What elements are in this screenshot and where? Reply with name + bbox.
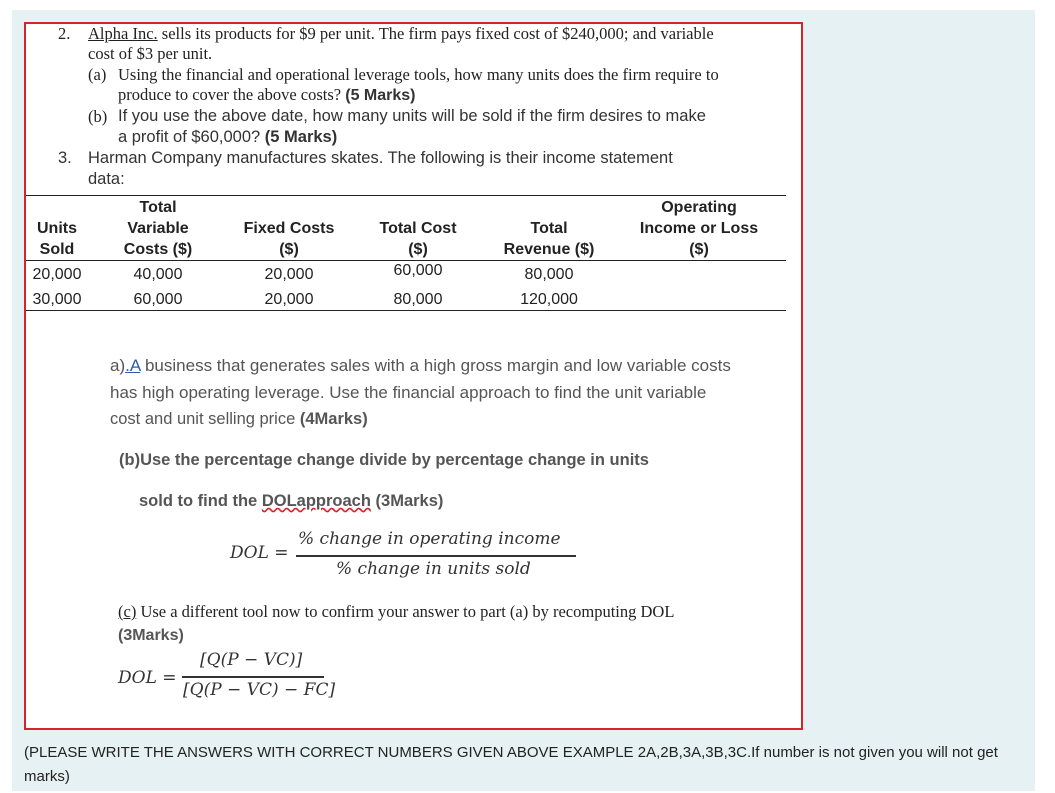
part-a-text: cost and unit selling price: [110, 410, 300, 428]
q2-part-b-text: a profit of $60,000?: [118, 128, 265, 146]
company-name: Alpha Inc.: [88, 24, 158, 43]
header-line: Operating: [661, 199, 737, 216]
q2-part-a-line2: [118, 85, 416, 105]
q2-part-b-label: (b): [88, 107, 108, 126]
cell-total-revenue: 80,000: [524, 266, 574, 283]
header-line: Fixed Costs: [243, 220, 335, 237]
header-fixed-costs: [224, 218, 354, 260]
q2-part-a-line1: Using the financial and operational leverage tools, how many units does the firm require to: [118, 65, 719, 84]
cell-total-variable-costs: 40,000: [133, 266, 183, 283]
header-total-cost: [358, 218, 478, 260]
q2-part-b-line2: [118, 128, 337, 147]
q3-number: 3.: [58, 149, 72, 167]
q2-intro-text: sells its products for $9 per unit. The firm pays fixed cost of $240,000; and variable: [157, 24, 714, 43]
cell-total-variable-costs: 60,000: [133, 291, 183, 308]
cell-total-cost: 80,000: [393, 291, 443, 308]
header-line: Costs ($): [123, 241, 193, 258]
q2-part-a-marks: (5 Marks): [345, 87, 416, 104]
part-b-line2: [139, 492, 443, 511]
cell-units-sold: 30,000: [32, 291, 82, 308]
q3-line1: Harman Company manufactures skates. The following is their income statement: [88, 149, 673, 167]
formula1-fraction-bar: [296, 555, 576, 557]
q2-part-a-text: produce to cover the above costs?: [118, 85, 346, 104]
part-b-marks: (3Marks): [370, 492, 444, 510]
header-units-sold: [26, 218, 88, 260]
header-line: Income or Loss: [639, 220, 759, 237]
header-line: Variable: [127, 220, 189, 237]
q3-line2: data:: [88, 170, 125, 188]
question-document: [24, 22, 803, 730]
header-line: Units: [37, 220, 77, 237]
formula1-denominator: % change in units sold: [336, 559, 531, 579]
cell-fixed-costs: 20,000: [264, 266, 314, 283]
cell-total-revenue: 120,000: [520, 291, 578, 308]
part-b-text: sold to find the: [139, 492, 262, 510]
header-line: Sold: [39, 241, 75, 258]
header-total-revenue: [484, 218, 614, 260]
part-a-prefix: a): [110, 356, 126, 375]
part-b-line1: (b)Use the percentage change divide by percentage change in units: [119, 451, 649, 469]
cell-total-cost: 60,000: [393, 262, 443, 279]
header-total-variable-costs: [98, 197, 218, 260]
instruction-note: (PLEASE WRITE THE ANSWERS WITH CORRECT NUMBERS GIVEN ABOVE EXAMPLE 2A,2B,3A,3B,3C.If number is not given you will not get marks): [24, 744, 998, 785]
table-top-rule: [26, 195, 786, 196]
header-line: ($): [279, 241, 299, 258]
q2-part-b-line1: If you use the above date, how many units will be sold if the firm desires to make: [118, 107, 706, 125]
formula2-denominator: [Q(P − VC) − FC]: [183, 680, 336, 700]
q2-number: 2.: [58, 24, 71, 43]
q2-intro-line1: [88, 24, 714, 44]
part-a-line3: [110, 410, 368, 429]
part-c-label: (c): [118, 602, 137, 621]
part-a-line2: has high operating leverage. Use the financial approach to find the unit variable: [110, 383, 707, 402]
part-a-line1: [110, 356, 731, 376]
header-line: Revenue ($): [503, 241, 595, 258]
part-b-spellcheck-word: DOLapproach: [261, 492, 371, 510]
q2-intro-line2: cost of $3 per unit.: [88, 44, 213, 63]
table-header-rule: [26, 260, 786, 261]
formula1-lhs: DOL =: [230, 543, 289, 563]
cell-fixed-costs: 20,000: [264, 291, 314, 308]
part-c-marks: (3Marks): [118, 627, 184, 644]
formula2-fraction-bar: [182, 676, 324, 678]
cell-units-sold: 20,000: [32, 266, 82, 283]
part-a-link[interactable]: .A: [125, 356, 141, 375]
header-line: Total: [139, 199, 177, 216]
q2-part-b-marks: (5 Marks): [264, 128, 338, 146]
part-a-marks: (4Marks): [299, 410, 368, 428]
part-a-text: business that generates sales with a high gross margin and low variable costs: [140, 356, 731, 375]
q2-part-a-label: (a): [88, 65, 107, 84]
part-c-line1: [118, 602, 674, 622]
header-line: ($): [689, 241, 709, 258]
formula1-numerator: % change in operating income: [298, 529, 561, 549]
formula2-numerator: [Q(P − VC)]: [200, 650, 303, 670]
table-bottom-rule: [26, 310, 786, 311]
header-line: ($): [408, 241, 428, 258]
header-line: Total: [530, 220, 568, 237]
header-line: Total Cost: [379, 220, 457, 237]
formula2-lhs: DOL =: [118, 668, 177, 688]
part-c-text: Use a different tool now to confirm your answer to part (a) by recomputing DOL: [136, 602, 675, 621]
header-operating-income: [624, 197, 774, 260]
